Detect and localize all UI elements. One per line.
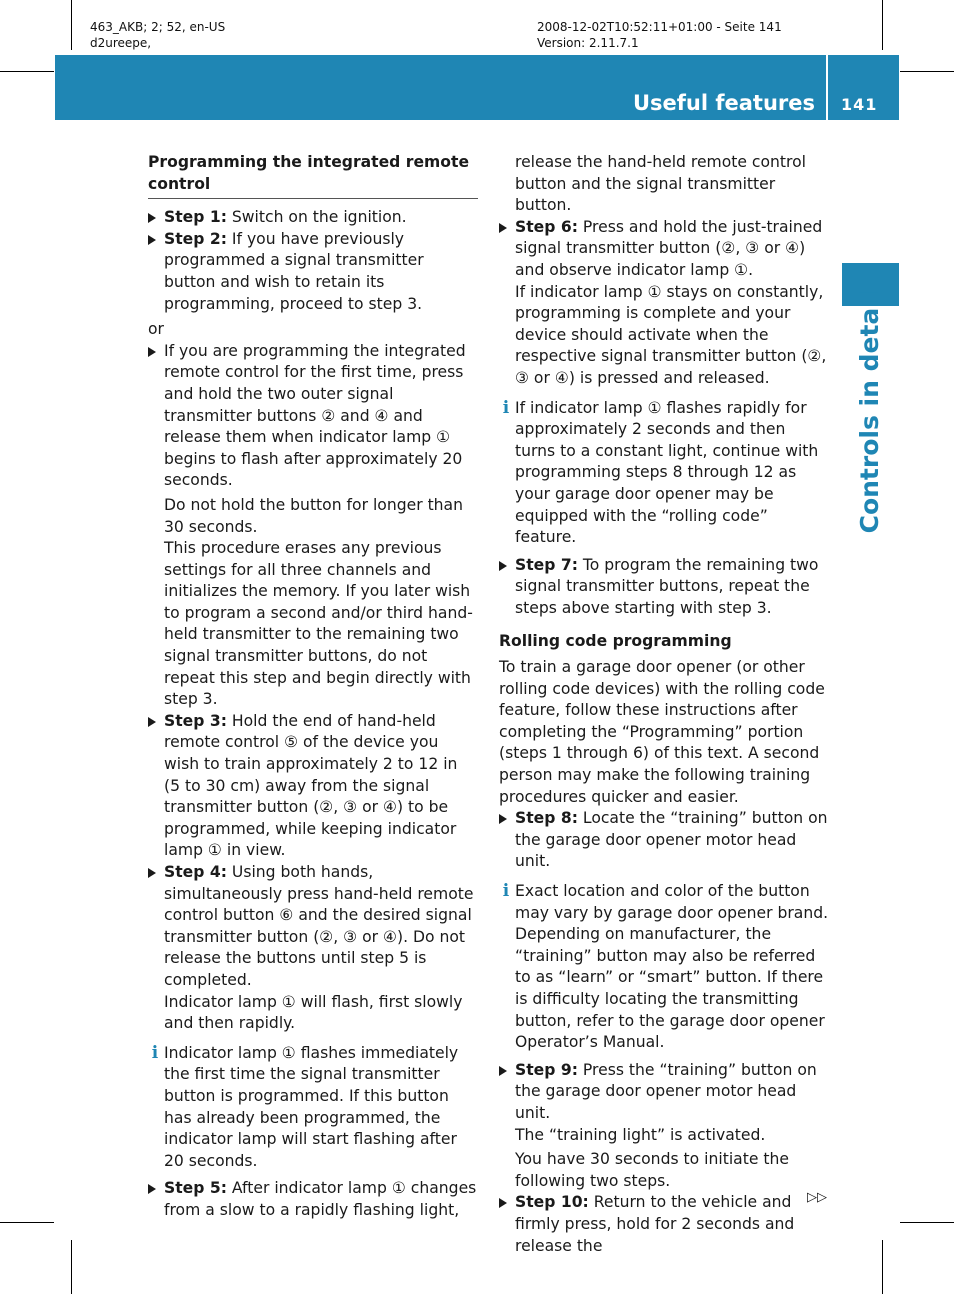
bullet-arrow-icon <box>499 814 507 824</box>
crop-mark <box>900 71 954 72</box>
step-label: Step 5: <box>164 1179 227 1198</box>
step-label: Step 4: <box>164 863 227 881</box>
continue-arrows-icon: ▷▷ <box>807 1190 827 1205</box>
print-meta-line: 2008-12-02T10:52:11+01:00 - Seite 141 <box>537 20 782 34</box>
print-meta-line: 463_AKB; 2; 52, en-US <box>90 20 226 34</box>
step-text: Switch on the ignition. <box>226 208 407 227</box>
left-column <box>148 152 478 1222</box>
step-item <box>499 217 830 282</box>
step-item <box>148 341 478 492</box>
print-meta-line: Version: 2.11.7.1 <box>537 36 639 50</box>
step-item <box>148 207 478 229</box>
info-text: If indicator lamp ① flashes rapidly for approximately 2 seconds and then turns to a constant light, continue with programming steps 8 through 12 as your garage door opener may be equipped with the “rolling code” feature. <box>515 398 819 547</box>
step-label: Step 8: <box>515 809 578 828</box>
step-item <box>499 1192 830 1257</box>
step-label: Step 7: <box>515 555 578 574</box>
header-band <box>55 55 899 120</box>
intro-paragraph: To train a garage door opener (or other rolling code devices) with the rolling code feature, follow these instructions after completing the “Programming” portion (steps 1 through 6) of this text. A second person may make the following training procedures quicker and easier. <box>499 658 825 806</box>
step-label: Step 1: <box>164 208 227 227</box>
step-item <box>499 808 830 873</box>
step-label: Step 10: <box>515 1193 589 1212</box>
step-continuation: You have 30 seconds to initiate the following two steps. <box>515 1150 789 1190</box>
step-label: Step 3: <box>164 711 227 730</box>
right-column <box>499 152 830 1257</box>
step-label: Step 2: <box>164 229 227 248</box>
bullet-arrow-icon <box>148 213 156 223</box>
step-item <box>148 862 478 992</box>
crop-mark <box>71 0 72 50</box>
step-text: If you are programming the integrated remote control for the first time, press and hold the two outer signal transmitter buttons ② and ④ and release them when indicator lamp ① begins to flash after approximately 20 seconds. <box>164 341 466 490</box>
step-item <box>499 555 830 620</box>
step-label: Step 9: <box>515 1060 578 1079</box>
info-icon: i <box>502 397 510 418</box>
crop-mark <box>882 0 883 50</box>
step-item <box>148 229 478 315</box>
step-text: Press and hold the just-trained signal transmitter button (②, ③ or ④) and observe indicator lamp ①. <box>515 217 823 279</box>
crop-mark <box>900 1222 954 1223</box>
crop-mark <box>882 1240 883 1294</box>
info-icon: i <box>151 1042 159 1063</box>
info-note <box>499 881 830 1054</box>
step-continuation: This procedure erases any previous settings for all three channels and initializes the memory. If you later wish to program a second and/or third hand-held transmitter to the remaining two signal transmitter buttons, do not repeat this step and begin directly with step 3. <box>164 539 473 709</box>
header-divider <box>826 55 828 120</box>
print-meta-line: d2ureepe, <box>90 36 152 50</box>
step-text: Hold the end of hand-held remote control ⑤ of the device you wish to train approximately 2 to 12 in (5 to 30 cm) away from the signal transmitter button (②, ③ or ④) to be programmed, while keeping indicator lamp ① in view. <box>164 711 458 860</box>
info-note <box>148 1043 478 1173</box>
step-warning: Do not hold the button for longer than 30 seconds. <box>164 495 463 536</box>
bullet-arrow-icon <box>148 235 156 245</box>
crop-mark <box>0 71 54 72</box>
step-text: After indicator lamp ① changes from a slow to a rapidly flashing light, <box>164 1179 477 1219</box>
bullet-arrow-icon <box>148 868 156 878</box>
print-meta-left <box>90 19 225 51</box>
crop-mark <box>71 1240 72 1294</box>
bullet-arrow-icon <box>148 717 156 727</box>
step-item <box>499 1060 830 1125</box>
bullet-arrow-icon <box>148 1184 156 1194</box>
step-text: Using both hands, simultaneously press hand-held remote control button ⑥ and the desired signal transmitter button (②, ③ or ④). Do not release the buttons until step 5 is completed. <box>164 863 474 989</box>
step-text: Press the “training” button on the garage door opener motor head unit. <box>515 1060 817 1122</box>
section-title: Useful features <box>632 91 815 115</box>
step-continuation: The “training light” is activated. <box>515 1125 766 1144</box>
bullet-arrow-icon <box>148 347 156 357</box>
print-meta-right <box>537 19 782 51</box>
bullet-arrow-icon <box>499 1198 507 1208</box>
bullet-arrow-icon <box>499 1066 507 1076</box>
or-text: or <box>148 320 164 339</box>
step-text: If you have previously programmed a signal transmitter button and wish to retain its programming, proceed to step 3. <box>164 229 424 313</box>
info-text: Indicator lamp ① flashes immediately the first time the signal transmitter button is programmed. If this button has already been programmed, the indicator lamp will start flashing after 20 seconds. <box>164 1043 459 1170</box>
step-continuation: Indicator lamp ① will flash, first slowly and then rapidly. <box>164 992 463 1033</box>
crop-mark <box>0 1222 54 1223</box>
page-number: 141 <box>841 95 878 114</box>
step-item <box>148 1178 478 1221</box>
step-label: Step 6: <box>515 217 578 236</box>
info-note <box>499 398 830 549</box>
step-continuation: If indicator lamp ① stays on constantly, programming is complete and your device should activate when the respective signal transmitter button (②, ③ or ④) is pressed and released. <box>515 282 827 387</box>
step-text: Locate the “training” button on the garage door opener motor head unit. <box>515 809 828 871</box>
bullet-arrow-icon <box>499 561 507 571</box>
bullet-arrow-icon <box>499 223 507 233</box>
step-text: To program the remaining two signal transmitter buttons, repeat the steps above starting with step 3. <box>515 555 819 617</box>
step-continuation: release the hand-held remote control button and the signal transmitter button. <box>515 153 806 215</box>
section-heading: Programming the integrated remote control <box>148 152 478 199</box>
section-heading: Rolling code programming <box>499 632 732 651</box>
info-text: Exact location and color of the button may vary by garage door opener brand. Depending on manufacturer, the “training” button may also be referred to as “learn” or “smart” button. If there is difficulty locating the transmitting button, refer to the garage door opener Operator’s Manual. <box>515 882 829 1052</box>
step-text: Return to the vehicle and firmly press, hold for 2 seconds and release the <box>515 1193 795 1255</box>
info-icon: i <box>502 881 510 901</box>
chapter-label: Controls in detail <box>855 290 884 534</box>
step-item <box>148 711 478 862</box>
